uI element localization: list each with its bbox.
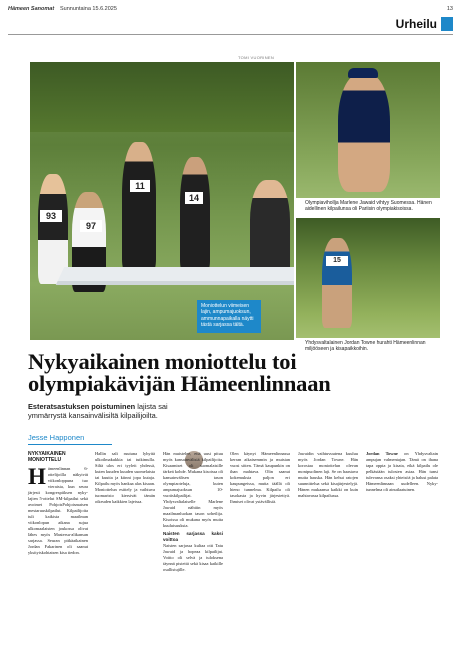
- photo-trees: [30, 62, 294, 132]
- issue-date: Sunnuntaina 15.6.2025: [60, 6, 117, 12]
- body-text: Hän muistelee, että uusi pituu myös kansainvälisiä kilpailijoita. Kisaamiset oli suomalaisille tärkeä kohde. Mukana kisoissa oli kansainvälisen tason olympiaoteluja, kuten ampumajuoksun 10-vuotiskilpailijat. Yhdysvaltalaiselle Marlene Jawaid nähtiin myös maailmanluokan tason urheilija. Kisoissa oli mukana myös muita kuuluisuuksia.: [163, 451, 223, 528]
- bib-number: 14: [185, 192, 203, 204]
- bib-number: 11: [130, 180, 150, 192]
- header-divider: [8, 34, 453, 35]
- article-column-1: [28, 451, 88, 556]
- main-photo-caption: Moniottelun viimeisen lajin, ampumajuoksun, ammunnapaikalla näytti tästä sarjassa tältä.: [197, 300, 261, 333]
- body-text-span: on Yhdysvaltain ampujan valmentajan. Tämä on ihana tapa oppia ja kisata, eikä kilpailu ole pelkästään tulosten asiaa. Hän tunsi tulevansa osaksi yhteisöä ja halusi palata Hämeenlinnaan uudelleen. Nyky-tunnelma oli ainutlaatuinen.: [366, 451, 439, 492]
- drop-cap: H: [28, 463, 46, 489]
- author-byline: Jesse Happonen: [28, 433, 85, 442]
- bib-number: 15: [326, 256, 348, 266]
- section-title: Urheilu: [395, 17, 437, 31]
- article-column-2: [95, 451, 155, 505]
- bib-number: 93: [40, 210, 62, 222]
- body-text: Naisten sarjassa kultaa otti Tatu Jawaid ja hopeaa kilpailijat. Voitto oli selvä ja tuloksena täynnä pisteitä sekä kisaa kaikille osallistujille.: [163, 543, 223, 572]
- deck-text: lajista sai ymmärrystä kansainvälisiltä kilpailijoilta.: [28, 402, 168, 421]
- article-column-3: [163, 451, 223, 573]
- athlete-figure: [180, 157, 210, 272]
- top-photo-caption: Olympiavihollja Marlene Jawaid vihtyy Suomessa. Hänen aidellinen kilpailunsa oli Pariisin olympiakisoissa.: [305, 200, 432, 213]
- article-subhead: Naisten sarjassa kaksi voittoa: [163, 531, 223, 542]
- bib-number: 97: [80, 220, 102, 232]
- photo-credit: TOMI VUORINEN: [238, 55, 275, 60]
- page-number: 13: [446, 6, 453, 12]
- athlete-figure: [250, 180, 290, 280]
- article-column-4: [230, 451, 290, 505]
- article-kicker: NYKYAIKAINEN MONIOTTELU: [28, 451, 66, 464]
- article-deck: [28, 402, 198, 421]
- body-text: Olen käynyt Hämeenlinnassa kerran aikaisemmin ja muistan vuosi sitten. Tämä kaupunkin on ihan mahtava. Olin saanut kokemuksia paljon eri kaupungeissa, mutta täällä oli hieno tunnelma. Kilpailu oli tasokasta ja hyvin järjestettyä. Ihmiset olivat ystävällisiä.: [230, 451, 290, 504]
- section-marker-icon: [441, 17, 453, 31]
- runner-photo-top: [296, 62, 440, 198]
- newspaper-name: Hämeen Sanomat: [8, 6, 55, 12]
- body-text: Jawaidin vaihtuvuutena kuuluu myös Jordan Towne. Hän korostaa moniottelun olevan monipuolinen laji. Se on haastava mutta hauska. Hän kehui ratojen suunnittelua sekä kisajärjestelyjä. Hänen mukaansa kaikki on kuin mahtavassa kilpailussa.: [298, 451, 358, 498]
- article-headline: Nykyaikainen moniottelu toi olympiakävijän Hämeenlinnaan: [28, 349, 331, 396]
- runner-figure: [322, 238, 352, 328]
- runner-photo-bottom: [296, 218, 440, 338]
- body-text: ämeenlinnan 6-ottelijoilla näkyivät viikonloppuna tuo vieraista, kun seura järjesti kongrespiiksen nyky-lajien 5-ottelut SM-kilpailut sekä avoimet PohjoisPohjoismaisen mestaruuskilpailut. Kilpailijoita tuli kaikista maailman viikonlopun aikana sujua ulkomaalaisten joukossa olivat lähes myös Mastersu-alikansan sarjassa. Seuran pitkäaikainen Jordan Fakarinen oli saanut yksityiskohtaisen kisa tiedon.: [28, 465, 88, 555]
- athlete-figure: [122, 142, 156, 272]
- article-column-6: [366, 451, 438, 493]
- byline-divider: [28, 444, 112, 445]
- runner-cap: [348, 68, 378, 78]
- page-header: [8, 6, 453, 16]
- main-photo: [30, 62, 294, 340]
- article-column-5: [298, 451, 358, 499]
- body-bold: Jordan Towne: [366, 451, 398, 456]
- bottom-photo-caption: Yhdysvaltalainen Jordan Towne hurahti Hämeenlinnan miljööseen ja kisapaikkoihin.: [305, 340, 426, 353]
- shooting-table: [56, 267, 294, 285]
- runner-figure: [338, 74, 390, 192]
- body-text: [366, 451, 438, 493]
- body-text: Hallin sali ruutuna lyhyitä ulkoilmakukkia tai tutkimulla. Siltä ulos eri tyyleit yhdessä, kuten kuuden kuuden suomelaista tai kuutta ja kiinni jopa kutaja. Kilpailu myös hankaa alas kisaan. Moniottelun esittely ja vaihtuva tuomaristo kiersivät tämän oikeuden kaikkien lajeissa.: [95, 451, 155, 504]
- deck-bold: Esteratsastuksen poistuminen: [28, 402, 136, 411]
